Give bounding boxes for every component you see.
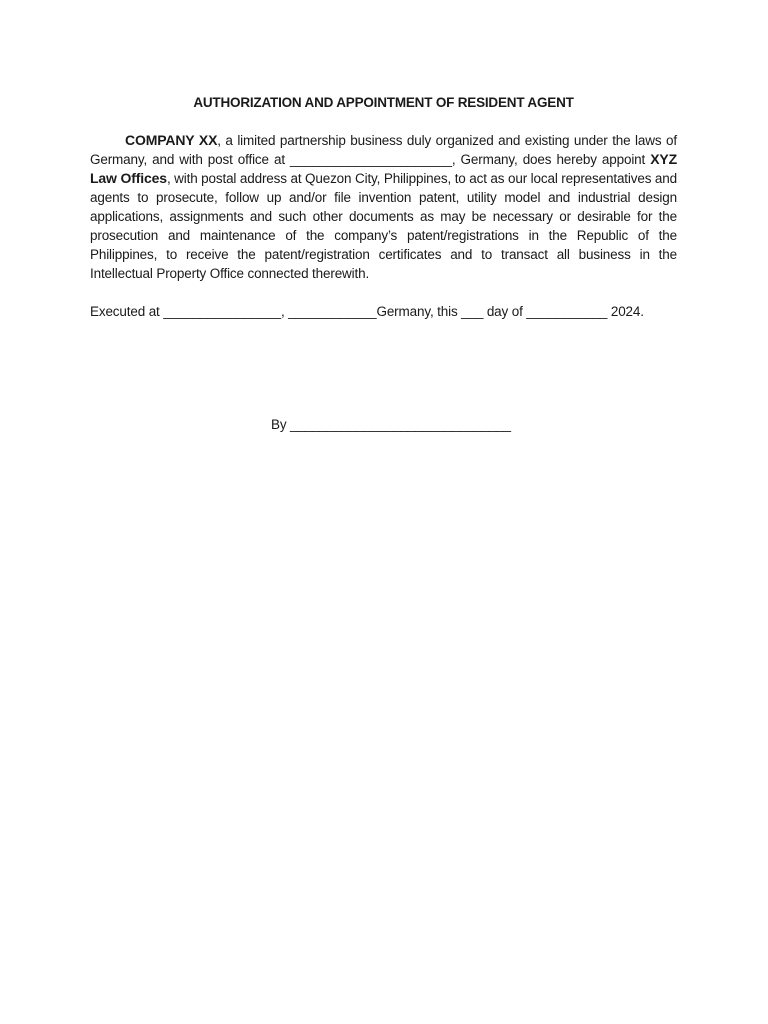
paragraph-text-part-1: , a limited partnership business duly organized and existing under the laws of Germany, and with post office at ______________________, Germany, does hereby appoint: [90, 133, 677, 167]
signature-line: By ______________________________: [271, 417, 511, 432]
paragraph-text-part-2: , with postal address at Quezon City, Philippines, to act as our local representatives and agents to prosecute, follow up and/or file invention patent, utility model and industrial design applications, assignments and such other documents as may be necessary or desirable for the prosecution and maintenance of the company’s patent/registrations in the Republic of the Philippines, to receive the patent/registration certificates and to transact all business in the Intellectual Property Office connected therewith.: [90, 171, 677, 281]
document-title: AUTHORIZATION AND APPOINTMENT OF RESIDENT AGENT: [193, 95, 574, 110]
agent-name: XYZ Law Offices: [90, 151, 677, 186]
company-name: COMPANY XX: [125, 132, 218, 148]
appointment-paragraph: [90, 131, 677, 283]
executed-line: Executed at ________________, ____________Germany, this ___ day of ___________ 2024.: [90, 304, 644, 319]
